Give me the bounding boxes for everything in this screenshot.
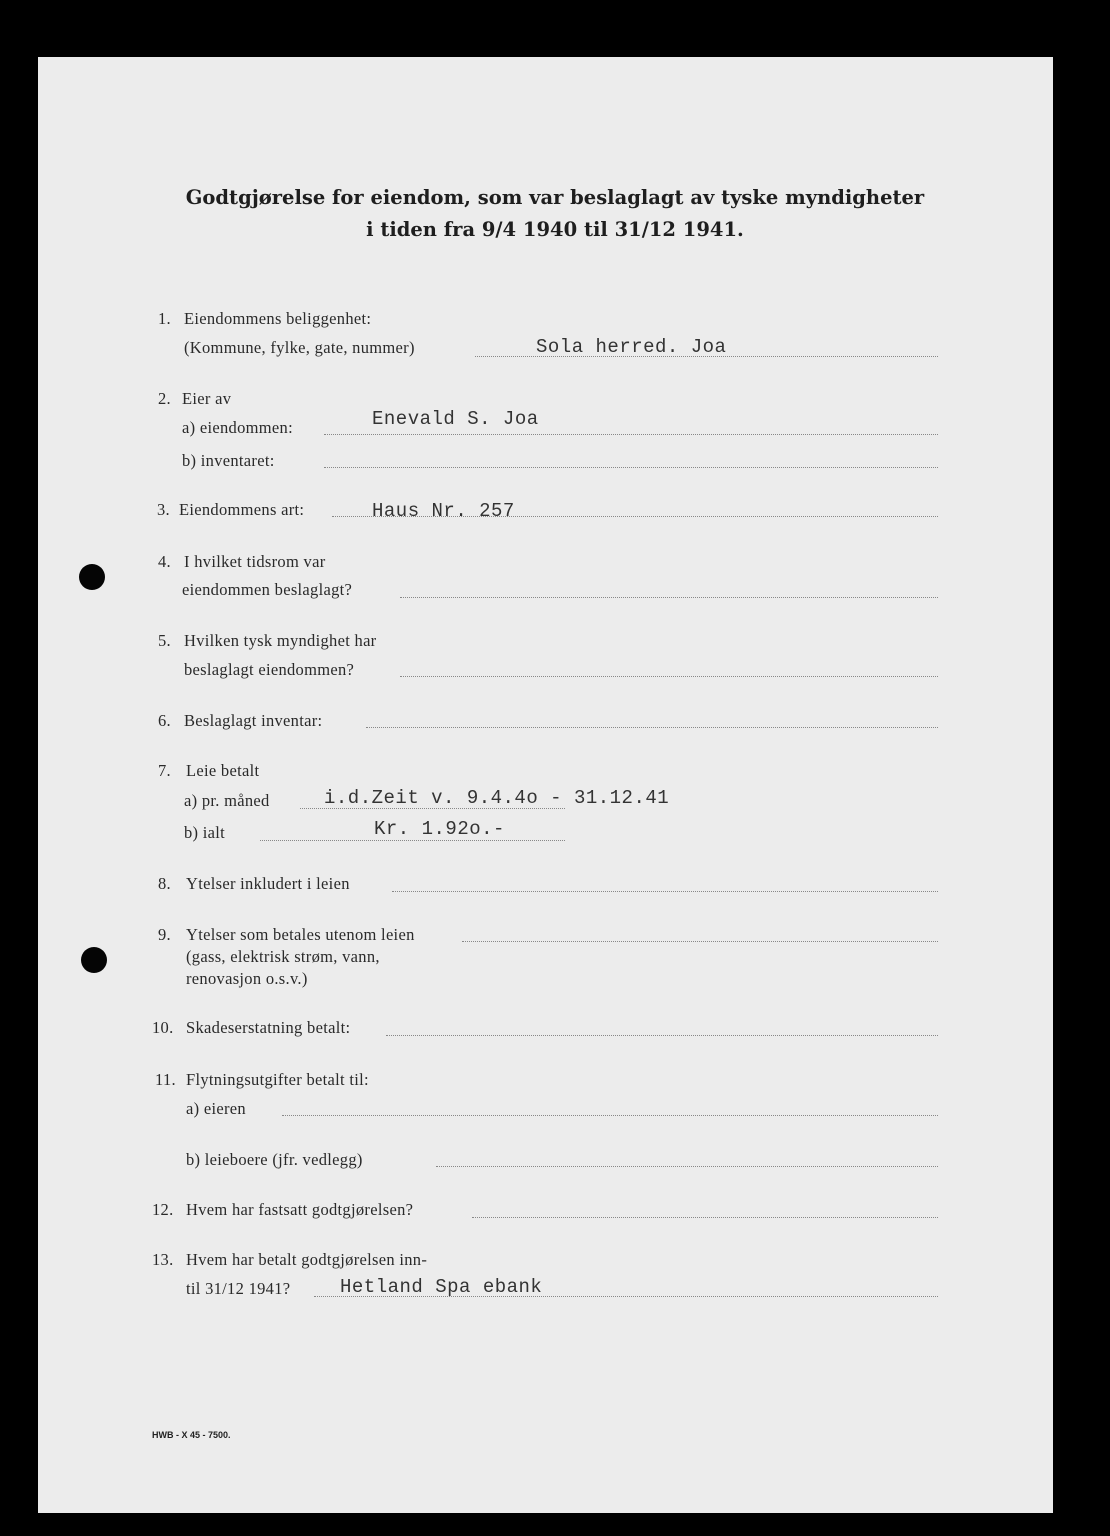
item-11b-line — [436, 1166, 938, 1167]
item-7b-label: b) ialt — [184, 823, 226, 842]
item-9-number: 9. — [158, 925, 171, 944]
item-10-line — [386, 1035, 938, 1036]
item-3-label: Eiendommens art: — [179, 500, 305, 519]
item-12-line — [472, 1217, 938, 1218]
item-4-number: 4. — [158, 552, 171, 571]
item-4-sub: eiendommen beslaglagt? — [182, 580, 353, 599]
item-2a-value: Enevald S. Joa — [372, 408, 539, 430]
item-7a-value: i.d.Zeit v. 9.4.4o - 31.12.41 — [324, 787, 670, 809]
item-5-sub: beslaglagt eiendommen? — [184, 660, 355, 679]
item-1-value: Sola herred. Joa — [536, 336, 727, 358]
item-13-value: Hetland Spa ebank — [340, 1276, 543, 1298]
form-footer-code: HWB - X 45 - 7500. — [152, 1430, 231, 1440]
item-6-label: Beslaglagt inventar: — [184, 711, 323, 730]
item-5-label: Hvilken tysk myndighet har — [184, 631, 377, 650]
item-1-label: Eiendommens beliggenhet: — [184, 309, 372, 328]
item-12-number: 12. — [152, 1200, 174, 1219]
punch-hole-top — [79, 564, 105, 590]
item-7b-line — [260, 840, 565, 841]
item-7-label: Leie betalt — [186, 761, 260, 780]
item-9-label: Ytelser som betales utenom leien — [186, 925, 415, 944]
item-1-sub: (Kommune, fylke, gate, nummer) — [184, 338, 415, 357]
item-6-line — [366, 727, 938, 728]
item-5-number: 5. — [158, 631, 171, 650]
item-6-number: 6. — [158, 711, 171, 730]
item-5-line — [400, 676, 938, 677]
item-11-label: Flytningsutgifter betalt til: — [186, 1070, 369, 1089]
item-4-label: I hvilket tidsrom var — [184, 552, 326, 571]
item-7b-value: Kr. 1.92o.- — [374, 818, 505, 840]
item-8-line — [392, 891, 938, 892]
item-11-number: 11. — [155, 1070, 176, 1089]
item-2a-line — [324, 434, 938, 435]
item-13-label: Hvem har betalt godtgjørelsen inn- — [186, 1250, 428, 1269]
item-10-number: 10. — [152, 1018, 174, 1037]
item-2-number: 2. — [158, 389, 171, 408]
item-13-number: 13. — [152, 1250, 174, 1269]
item-9-sub2: renovasjon o.s.v.) — [186, 969, 308, 988]
item-3-number: 3. — [157, 500, 170, 519]
item-2-label: Eier av — [182, 389, 232, 408]
item-2b-line — [324, 467, 938, 468]
item-11a-label: a) eieren — [186, 1099, 246, 1118]
item-11b-label: b) leieboere (jfr. vedlegg) — [186, 1150, 363, 1169]
item-2a-label: a) eiendommen: — [182, 418, 293, 437]
form-title-line2: i tiden fra 9/4 1940 til 31/12 1941. — [366, 218, 744, 241]
item-12-label: Hvem har fastsatt godtgjørelsen? — [186, 1200, 414, 1219]
form-title-line1: Godtgjørelse for eiendom, som var beslaglagt av tyske myndigheter — [185, 186, 925, 209]
item-9-sub1: (gass, elektrisk strøm, vann, — [186, 947, 380, 966]
item-3-value: Haus Nr. 257 — [372, 500, 515, 522]
item-1-number: 1. — [158, 309, 171, 328]
item-11a-line — [282, 1115, 938, 1116]
item-8-label: Ytelser inkludert i leien — [186, 874, 350, 893]
item-13-sub: til 31/12 1941? — [186, 1279, 291, 1298]
item-10-label: Skadeserstatning betalt: — [186, 1018, 351, 1037]
item-4-line — [400, 597, 938, 598]
item-7-number: 7. — [158, 761, 171, 780]
item-8-number: 8. — [158, 874, 171, 893]
item-2b-label: b) inventaret: — [182, 451, 275, 470]
item-7a-label: a) pr. måned — [184, 791, 270, 810]
item-9-line — [462, 941, 938, 942]
punch-hole-bottom — [81, 947, 107, 973]
